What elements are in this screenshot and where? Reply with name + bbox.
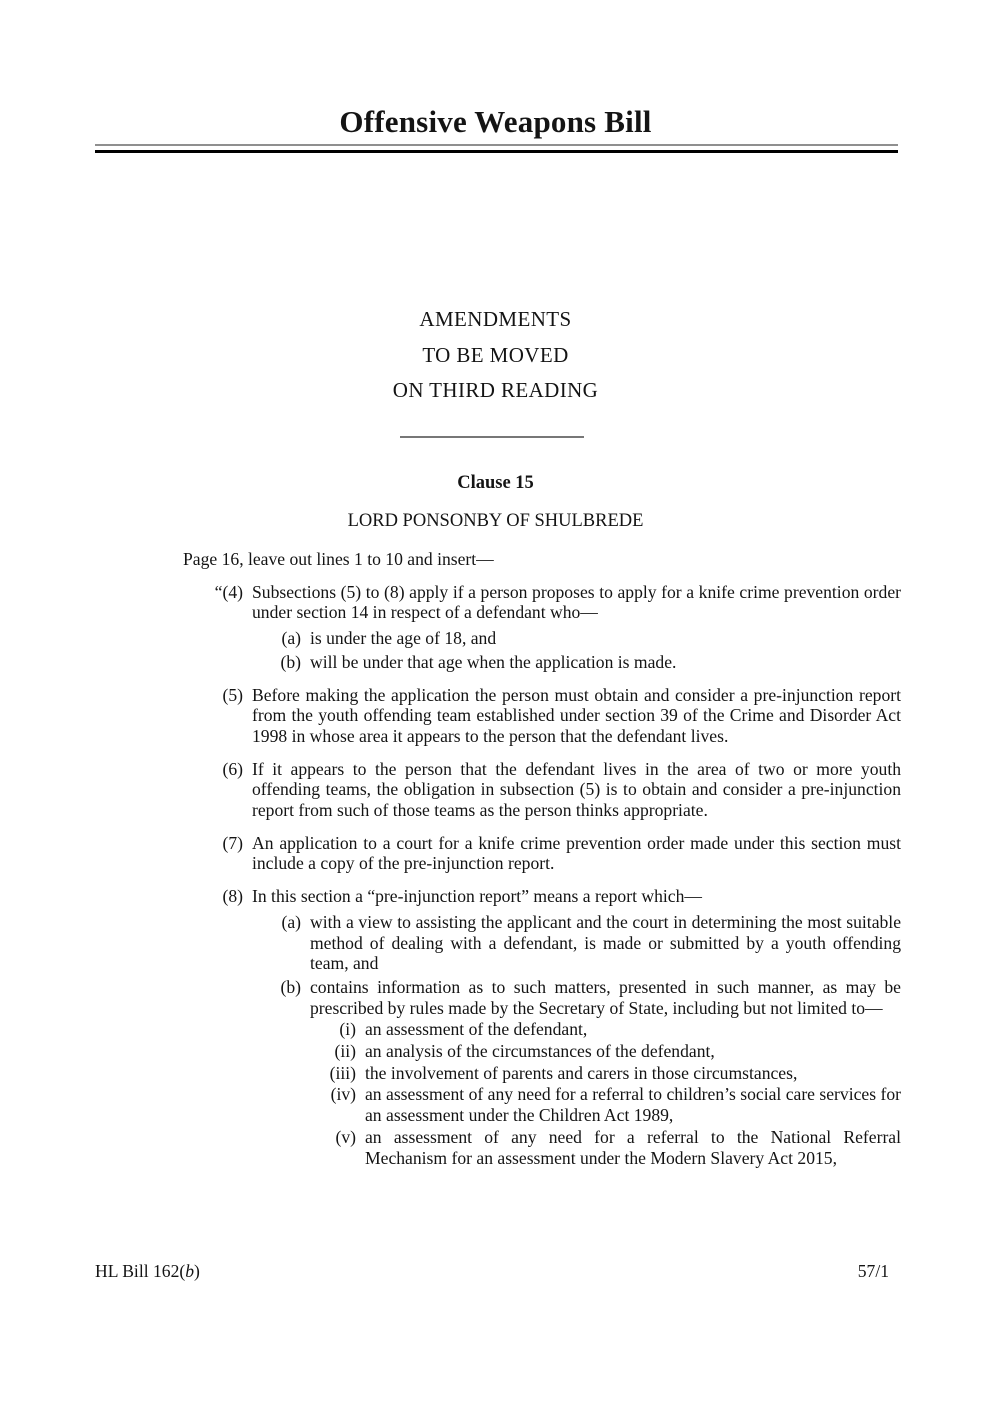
reading-heading-line-2: TO BE MOVED [422,342,569,367]
subsection-5-text: Before making the application the person must obtain and consider a pre-injunction report from the youth offending team established under section 39 of the Crime and Disorder Act 1998 in whose area it appears to the person that the defendant lives. [252,684,901,746]
subsection-8-para-b-iii-text: the involvement of parents and carers in those circumstances, [365,1062,798,1083]
bill-reference-prefix: HL Bill 162( [95,1261,186,1281]
subsection-8-para-b-ii [95,1041,901,1062]
subsection-8-para-b-v-number: (v) [335,1126,356,1147]
subsection-4 [95,582,901,623]
sponsor-name: LORD PONSONBY OF SHULBREDE [347,511,644,531]
bill-reference [95,1261,200,1282]
subsection-6 [95,759,901,821]
subsection-4-para-a-text: is under the age of 18, and [310,628,497,649]
subsection-8-para-b-ii-number: (ii) [334,1041,356,1062]
subsection-7-number: (7) [222,832,243,853]
subsection-8 [95,886,901,907]
title-double-rule [95,144,898,153]
subsection-8-para-a-number: (a) [281,911,301,932]
subsection-8-para-b-text: contains information as to such matters, presented in such manner, as may be prescribed by rules made by the Secretary of State, including but not limited to— [310,976,901,1018]
section-divider-rule [400,436,584,438]
subsection-4-para-b [95,652,901,673]
subsection-4-para-a-number: (a) [281,628,301,649]
subsection-7 [95,833,901,874]
subsection-8-para-b-iv-text: an assessment of any need for a referral to children’s social care services for an assessment under the Children Act 1989, [365,1084,901,1126]
subsection-5-number: (5) [222,684,243,705]
subsection-8-para-b-ii-text: an analysis of the circumstances of the defendant, [365,1041,715,1062]
subsection-8-para-a-text: with a view to assisting the applicant and the court in determining the most suitable method of dealing with a defendant, is made or submitted by a youth offending team, and [310,911,901,974]
subsection-7-text: An application to a court for a knife crime prevention order made under this section must include a copy of the pre-injunction report. [252,832,901,874]
bill-reference-suffix: ) [194,1261,200,1281]
subsection-8-para-b [95,977,901,1018]
subsection-8-para-b-v [95,1127,901,1168]
subsection-8-number: (8) [222,886,243,907]
subsection-8-para-b-iii-number: (iii) [329,1062,356,1083]
subsection-8-para-b-i-number: (i) [339,1019,356,1040]
bill-reference-italic: b [185,1261,195,1281]
reading-heading-line-3: ON THIRD READING [392,378,599,402]
reading-heading-line-1: AMENDMENTS [419,307,572,331]
subsection-8-para-b-v-text: an assessment of any need for a referral to the National Referral Mechanism for an assessment under the Modern Slavery Act 2015, [365,1126,901,1168]
subsection-8-para-b-iii [95,1063,901,1084]
subsection-4-para-b-number: (b) [280,651,301,672]
page-title: Offensive Weapons Bill [339,104,652,139]
subsection-8-text: In this section a “pre-injunction report” means a report which— [252,886,702,907]
subsection-6-text: If it appears to the person that the defendant lives in the area of two or more youth offending teams, the obligation in subsection (5) is to obtain and consider a pre-injunction report from such of those teams as the person thinks appropriate. [252,758,901,821]
amendment-instruction: Page 16, leave out lines 1 to 10 and insert— [183,549,494,569]
subsection-5 [95,685,901,747]
subsection-8-para-b-i-text: an assessment of the defendant, [365,1019,588,1040]
subsection-8-para-b-number: (b) [280,976,301,997]
subsection-6-number: (6) [222,758,243,779]
subsection-8-para-b-iv-number: (iv) [330,1084,356,1105]
amendment-body [95,549,901,1168]
reading-heading [0,302,991,409]
subsection-8-para-b-i [95,1019,901,1040]
subsection-4-para-a [95,628,901,649]
subsection-4-number: “(4) [214,581,243,602]
amendment-reference-number: 57/1 [857,1261,889,1281]
subsection-4-para-b-text: will be under that age when the application is made. [310,651,677,672]
subsection-8-para-a [95,912,901,974]
clause-heading: Clause 15 [457,473,534,493]
page-footer [95,1261,889,1282]
subsection-8-para-b-iv [95,1084,901,1125]
subsection-4-text: Subsections (5) to (8) apply if a person proposes to apply for a knife crime prevention order under section 14 in respect of a defendant who— [252,581,901,623]
